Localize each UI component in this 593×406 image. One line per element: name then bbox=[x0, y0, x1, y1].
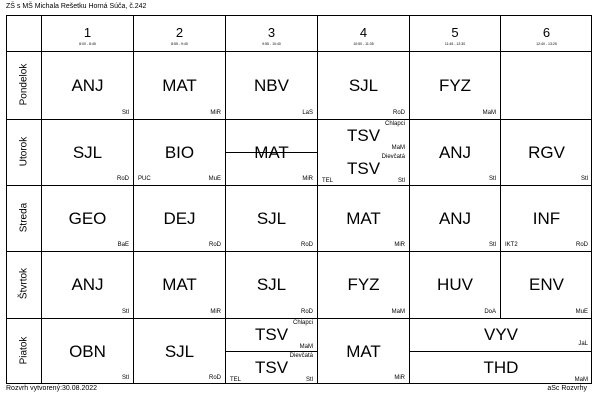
lesson-fri-56-top[interactable]: VYV JaL bbox=[483, 325, 588, 347]
lesson-mon-5[interactable]: FYZ MaM bbox=[438, 76, 496, 116]
lesson-tue-1[interactable]: SJL RoD bbox=[72, 143, 129, 182]
lesson-fri-3-boys[interactable]: Chlapci TSV MaM bbox=[254, 320, 313, 350]
lesson-thu-3[interactable]: SJL RoD bbox=[256, 275, 313, 315]
timetable-grid: 1 8:00 - 8:45 2 8:55 - 9:40 3 9:55 - 10:40 4 10:50 - 11:35 5 11:45 - 12:30 6 12:40 - 13:25 Pondelok Utorok Streda Štvrtok Piatok ANJ Stl MAT MiR NBV LaS SJL RoD FYZ MaM SJL RoD BIO PUC MuE MAT MiR Chlapci TSV MaM Dievčatá TSV TEL Stl ANJ Stl RGV Stl GEO BaE DEJ RoD SJL RoD MAT MiR ANJ Stl INF IKT2 RoD ANJ Stl MAT MiR SJL RoD FYZ MaM HUV DoA ENV MuE OBN Stl SJL RoD Chlapci TSV MaM Dievčatá TSV TEL Stl MAT MiR VYV JaL THD MaM bbox=[6, 15, 592, 384]
brand-label: aSc Rozvrhy bbox=[547, 385, 587, 392]
created-date: Rozvrh vytvorený:30.08.2022 bbox=[6, 385, 98, 392]
lesson-thu-1[interactable]: ANJ Stl bbox=[71, 275, 129, 315]
lesson-thu-2[interactable]: MAT MiR bbox=[162, 275, 221, 315]
lesson-thu-4[interactable]: FYZ MaM bbox=[347, 275, 405, 315]
lesson-tue-2[interactable]: BIO PUC MuE bbox=[138, 143, 221, 182]
lesson-mon-1[interactable]: ANJ Stl bbox=[71, 76, 129, 116]
day-label-friday: Piatok bbox=[18, 336, 30, 365]
lesson-tue-4-boys[interactable]: Chlapci TSV MaM bbox=[346, 121, 405, 151]
lesson-fri-1[interactable]: OBN Stl bbox=[69, 342, 129, 381]
lesson-mon-2[interactable]: MAT MiR bbox=[162, 76, 221, 116]
lesson-wed-3[interactable]: SJL RoD bbox=[256, 209, 313, 248]
lesson-fri-3-girls[interactable]: Dievčatá TSV TEL Stl bbox=[230, 353, 313, 383]
day-label-wednesday: Streda bbox=[18, 202, 30, 233]
lesson-tue-4-girls[interactable]: Dievčatá TSV TEL Stl bbox=[322, 154, 405, 184]
lesson-tue-6[interactable]: RGV Stl bbox=[528, 143, 588, 182]
lesson-thu-6[interactable]: ENV MuE bbox=[529, 275, 588, 315]
lesson-fri-4[interactable]: MAT MiR bbox=[346, 342, 405, 381]
day-label-thursday: Štvrtok bbox=[18, 267, 30, 300]
lesson-fri-2[interactable]: SJL RoD bbox=[164, 342, 221, 381]
lesson-mon-4[interactable]: SJL RoD bbox=[348, 76, 405, 116]
lesson-mon-3[interactable]: NBV LaS bbox=[254, 76, 313, 116]
school-title: ZŠ s MŠ Michala Rešetku Horná Súča, č.242 bbox=[6, 3, 147, 10]
lesson-fri-56-bottom[interactable]: THD MaM bbox=[483, 358, 588, 383]
lesson-wed-4[interactable]: MAT MiR bbox=[346, 209, 405, 248]
lesson-thu-5[interactable]: HUV DoA bbox=[437, 275, 496, 315]
day-label-monday: Pondelok bbox=[18, 63, 30, 106]
lesson-tue-5[interactable]: ANJ Stl bbox=[438, 143, 496, 182]
lesson-wed-5[interactable]: ANJ Stl bbox=[438, 209, 496, 248]
lesson-wed-6[interactable]: INF IKT2 RoD bbox=[505, 209, 588, 248]
day-label-tuesday: Utorok bbox=[18, 136, 30, 167]
lesson-tue-3[interactable]: MAT MiR bbox=[254, 143, 313, 182]
lesson-wed-1[interactable]: GEO BaE bbox=[68, 209, 129, 248]
lesson-wed-2[interactable]: DEJ RoD bbox=[163, 209, 221, 248]
